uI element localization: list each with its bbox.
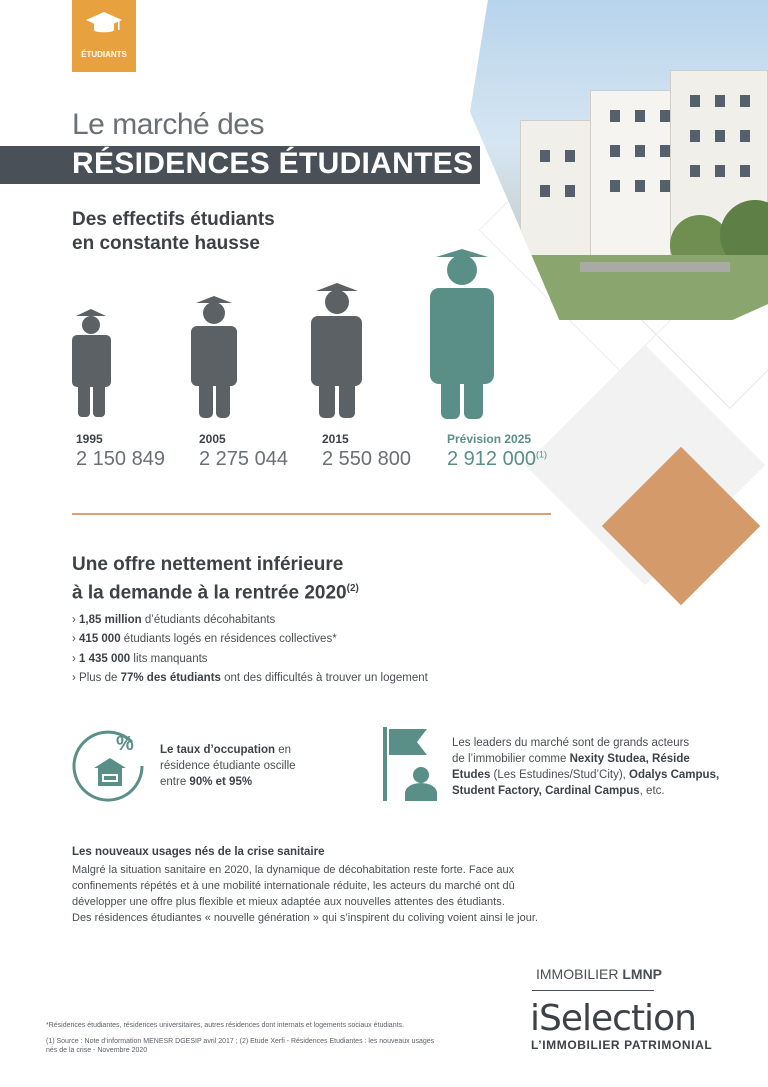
bullet-strong: 415 000 xyxy=(79,633,121,645)
section2-heading-line1: Une offre nettement inférieure xyxy=(72,554,344,575)
bullet-item: › Plus de 77% des étudiants ont des difficultés à trouver un logement xyxy=(72,672,428,684)
brand-top-bold: LMNP xyxy=(622,966,663,982)
bullet-strong: 77% des étudiants xyxy=(120,672,221,684)
student-figures xyxy=(60,240,520,425)
enrollment-note-2025: (1) xyxy=(535,449,547,460)
enrollment-year-2015: 2015 xyxy=(322,432,349,446)
enrollment-value-2005: 2 275 044 xyxy=(199,448,288,470)
student-figure-1995 xyxy=(72,309,111,417)
section2-heading-line2 xyxy=(72,577,359,605)
student-figure-2015 xyxy=(311,283,362,418)
bullet-text: d’étudiants décohabitants xyxy=(141,614,276,626)
bullet-text: étudiants logés en résidences collectives* xyxy=(120,633,337,645)
category-tag xyxy=(72,0,136,72)
section2-heading-line2-text: à la demande à la rentrée 2020 xyxy=(72,582,347,604)
occupancy-strong: Le taux d’occupation xyxy=(160,744,276,756)
occupancy-text2: résidence étudiante oscille xyxy=(160,760,296,772)
leaders-line3-rest: (Les Estudines/Stud’City), xyxy=(490,769,630,781)
section-heading-offer xyxy=(72,553,359,605)
category-tag-label: ÉTUDIANTS xyxy=(81,50,127,59)
usages-line: confinements répétés et à une mobilité internationale réduite, les acteurs du marché ont dû xyxy=(72,880,515,892)
enrollment-year-2005: 2005 xyxy=(199,432,226,446)
leaders-line1: Les leaders du marché sont de grands acteurs xyxy=(452,737,690,749)
bullet-item: › 1 435 000 lits manquants xyxy=(72,653,208,665)
brand-rule xyxy=(532,990,654,991)
student-figure-2005 xyxy=(191,296,237,418)
occupancy-text1: en xyxy=(275,744,292,756)
leaders-text xyxy=(452,735,719,799)
enrollment-value-2025 xyxy=(447,448,547,471)
leaders-line3-strong: Etudes xyxy=(452,769,491,781)
bullet-strong: 1,85 million xyxy=(79,614,142,626)
footnote-star: *Résidences étudiantes, résidences universitaires, autres résidences dont internats et logements sociaux étudiants. xyxy=(46,1022,404,1029)
page-title-line2: RÉSIDENCES ÉTUDIANTES xyxy=(72,147,474,180)
page-title-line1: Le marché des xyxy=(72,108,264,141)
leaders-line3-strong2: Odalys Campus, xyxy=(629,769,720,781)
bullet-item: › 415 000 étudiants logés en résidences collectives* xyxy=(72,633,337,645)
usages-line: Malgré la situation sanitaire en 2020, la dynamique de décohabitation reste forte. Face aux xyxy=(72,864,515,876)
brand-tagline: L’IMMOBILIER PATRIMONIAL xyxy=(531,1038,713,1052)
enrollment-value-1995: 2 150 849 xyxy=(76,448,165,470)
enrollment-value-2025-number: 2 912 000 xyxy=(447,448,536,470)
bullet-text: lits manquants xyxy=(130,653,208,665)
enrollment-year-1995: 1995 xyxy=(76,432,103,446)
footnote-sources-line1: (1) Source : Note d’information MENESR DGESIP avril 2017 ; (2) Etude Xerfi - Résidences Etudiantes : les nouveaux usages xyxy=(46,1038,435,1045)
usages-heading: Les nouveaux usages nés de la crise sanitaire xyxy=(72,846,325,858)
enrollment-year-2025: Prévision 2025 xyxy=(447,432,532,446)
bullet-text-pre: Plus de xyxy=(79,672,121,684)
brand-top-light: IMMOBILIER xyxy=(536,966,623,982)
brand-logo: iSelection xyxy=(530,998,696,1039)
footnote-sources-line2: nés de la crise - Novembre 2020 xyxy=(46,1047,148,1054)
bullet-text: ont des difficultés à trouver un logement xyxy=(220,672,428,684)
brand-top xyxy=(536,966,662,982)
leaders-line4-strong: Student Factory, Cardinal Campus xyxy=(452,785,640,797)
occupancy-text xyxy=(160,742,296,790)
usages-body xyxy=(72,862,552,926)
graduation-cap-icon xyxy=(84,10,124,36)
occupancy-strong2: 90% et 95% xyxy=(189,776,253,788)
bullet-strong: 1 435 000 xyxy=(79,653,131,665)
occupancy-text3: entre xyxy=(160,776,190,788)
student-figure-2025 xyxy=(430,249,494,419)
section-heading-line1: Des effectifs étudiants xyxy=(72,209,275,230)
enrollment-value-2015: 2 550 800 xyxy=(322,448,411,470)
section-divider xyxy=(72,513,551,515)
section2-heading-note: (2) xyxy=(346,583,359,594)
occupancy-percent-icon xyxy=(72,728,148,804)
flag-person-icon xyxy=(383,727,443,803)
leaders-line2-strong: Nexity Studea, Réside xyxy=(569,753,690,765)
leaders-line4-rest: , etc. xyxy=(639,785,665,797)
usages-line: développer une offre plus flexible et mieux adaptée aux nouvelles attentes des étudiants. xyxy=(72,896,505,908)
bullet-item: › 1,85 million d’étudiants décohabitants xyxy=(72,614,276,626)
svg-text:%: % xyxy=(116,733,134,755)
usages-line: Des résidences étudiantes « nouvelle génération » qui s’inspirent du coliving voient ainsi le jour. xyxy=(72,912,538,924)
footnote-sources xyxy=(46,1037,466,1055)
leaders-line2-pre: de l’immobilier comme xyxy=(452,753,570,765)
section-heading-line2: en constante hausse xyxy=(72,233,260,254)
